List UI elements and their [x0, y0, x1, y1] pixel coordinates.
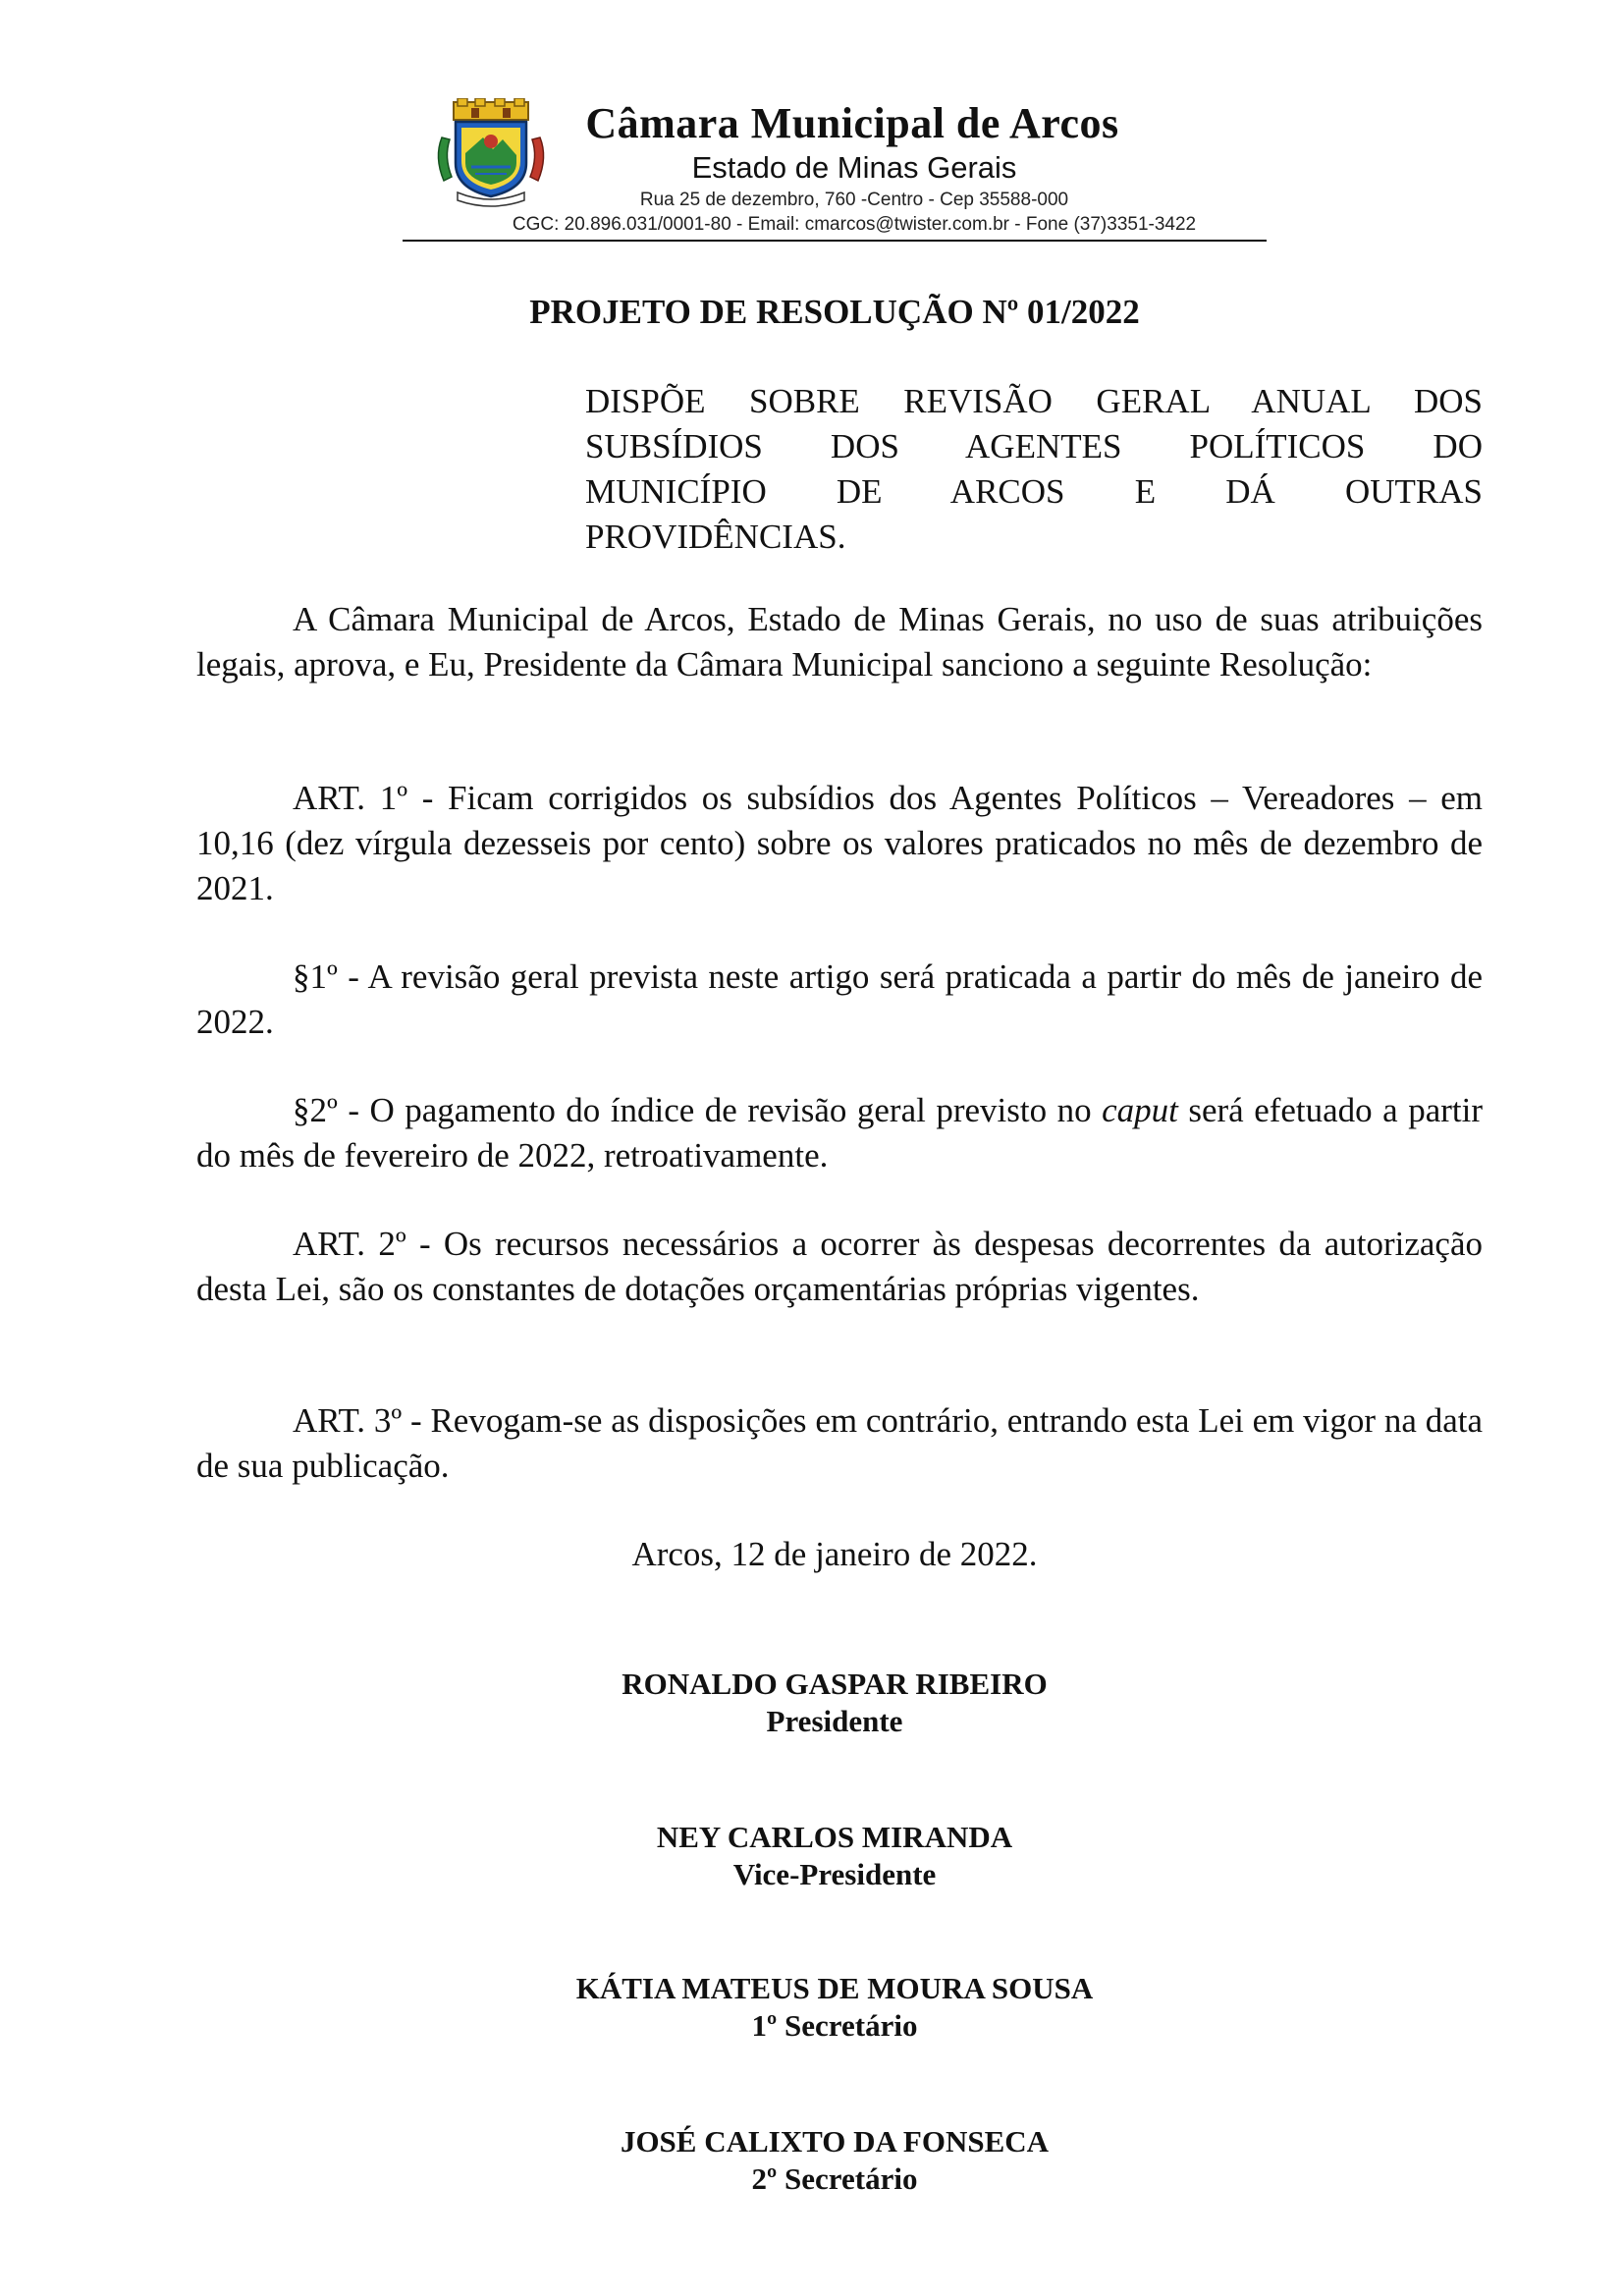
- ementa-line: PROVIDÊNCIAS.: [585, 518, 846, 556]
- paragraph-2-text-end: será efetuado a partir do mês de fevereiro de 2022, retroativamente.: [196, 1091, 1483, 1175]
- ementa-line: MUNICÍPIO DE ARCOS E DÁ OUTRAS: [585, 472, 1483, 511]
- ementa-line: DISPÕE SOBRE REVISÃO GERAL ANUAL DOS: [585, 382, 1483, 420]
- signatory-name: JOSÉ CALIXTO DA FONSECA: [620, 2124, 1050, 2159]
- institution-contact: CGC: 20.896.031/0001-80 - Email: cmarcos@twister.com.br - Fone (37)3351-3422: [512, 214, 1197, 235]
- paragraph-2: [196, 1088, 1483, 1178]
- signatory-role: Vice-Presidente: [732, 1857, 937, 1891]
- signatory-role: Presidente: [766, 1704, 903, 1738]
- article-3-text: ART. 3º - Revogam-se as disposições em contrário, entrando esta Lei em vigor na data de sua publicação.: [196, 1401, 1483, 1485]
- paragraph-1-text: §1º - A revisão geral prevista neste artigo será praticada a partir do mês de janeiro de 2022.: [196, 957, 1483, 1041]
- institution-address: Rua 25 de dezembro, 760 -Centro - Cep 35588-000: [639, 190, 1069, 210]
- article-1-paragraph: [196, 776, 1483, 911]
- signatory-block: [196, 1819, 1473, 1893]
- article-3-paragraph: [196, 1398, 1483, 1489]
- article-2-text: ART. 2º - Os recursos necessários a ocorrer às despesas decorrentes da autorização desta Lei, são os constantes de dotações orçamentárias próprias vigentes.: [196, 1225, 1483, 1308]
- institution-name: Câmara Municipal de Arcos: [585, 99, 1119, 147]
- signatory-name: KÁTIA MATEUS DE MOURA SOUSA: [575, 1971, 1094, 2005]
- preamble-text: A Câmara Municipal de Arcos, Estado de Minas Gerais, no uso de suas atribuições legais, aprova, e Eu, Presidente da Câmara Municipal sanciono a seguinte Resolução:: [196, 600, 1483, 683]
- document-date: Arcos, 12 de janeiro de 2022.: [631, 1535, 1038, 1573]
- signatory-name: NEY CARLOS MIRANDA: [656, 1820, 1013, 1854]
- institution-state: Estado de Minas Gerais: [691, 150, 1017, 185]
- signatory-role: 2º Secretário: [751, 2161, 918, 2196]
- ementa-line: SUBSÍDIOS DOS AGENTES POLÍTICOS DO: [585, 427, 1483, 465]
- paragraph-2-text-start: §2º - O pagamento do índice de revisão geral previsto no: [293, 1091, 1103, 1129]
- signatory-block: [196, 2123, 1473, 2198]
- header-divider: [403, 240, 1267, 242]
- signatory-name: RONALDO GASPAR RIBEIRO: [622, 1667, 1048, 1701]
- paragraph-1: [196, 955, 1483, 1045]
- coat-of-arms-icon: [432, 98, 550, 208]
- preamble-paragraph: [196, 597, 1483, 687]
- document-title: PROJETO DE RESOLUÇÃO Nº 01/2022: [529, 293, 1140, 331]
- signatory-role: 1º Secretário: [751, 2008, 918, 2043]
- document-ementa: [585, 379, 1483, 560]
- signatory-block: [196, 1970, 1473, 2045]
- signatory-block: [196, 1666, 1473, 1740]
- article-1-text: ART. 1º - Ficam corrigidos os subsídios dos Agentes Políticos – Vereadores – em 10,16 (dez vírgula dezesseis por cento) sobre os valores praticados no mês de dezembro de 2021.: [196, 779, 1483, 907]
- article-2-paragraph: [196, 1222, 1483, 1312]
- paragraph-2-caput: caput: [1102, 1091, 1178, 1129]
